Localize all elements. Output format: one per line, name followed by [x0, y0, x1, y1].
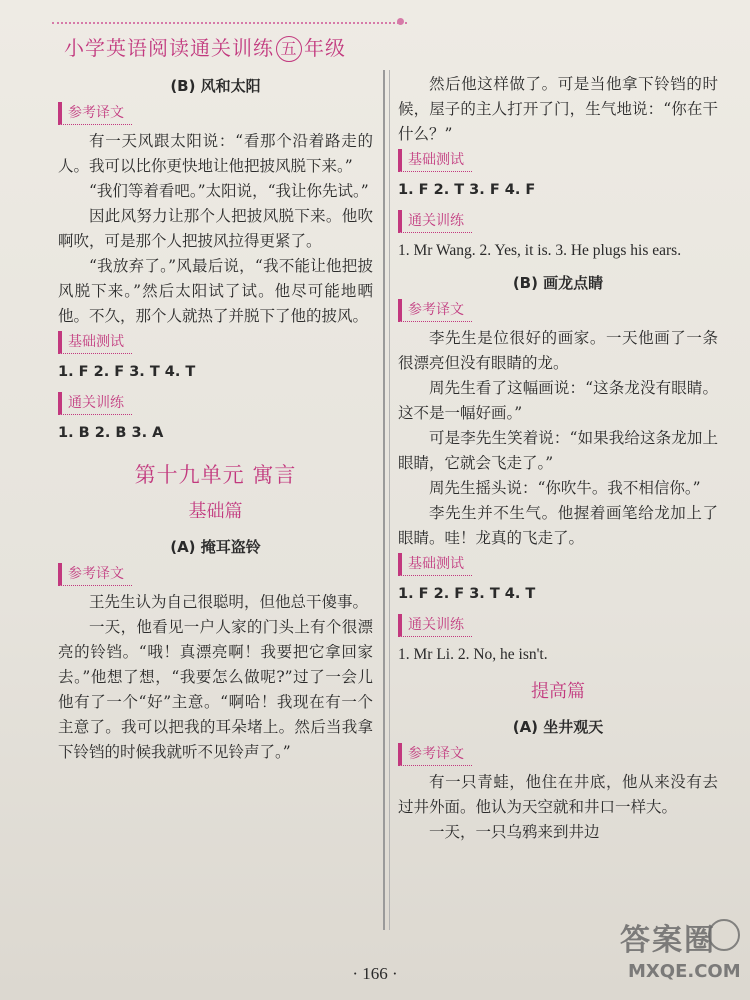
tag-translation: 参考译文 — [398, 299, 472, 322]
paragraph: 因此风努力让那个人把披风脱下来。他吹啊吹，可是那个人把披风拉得更紧了。 — [58, 207, 373, 250]
section-title-dragon: (B) 画龙点睛 — [512, 274, 604, 292]
column-divider — [383, 70, 385, 930]
paragraph: 一天，他看见一户人家的门头上有个很漂亮的铃铛。“哦！真漂亮啊！我要把它拿回家去。”他想了想，“我要怎么做呢?”过了一会儿他有了一个“好”主意。“啊哈！我现在有一个主意了。我可以把我的耳朵堵上。然后当我拿下铃铛的时候我就听不见铃声了。” — [58, 618, 373, 761]
section-title-frog: (A) 坐井观天 — [512, 718, 604, 736]
header-dotted-line — [52, 22, 407, 32]
tag-translation: 参考译文 — [58, 102, 132, 125]
header-dot-icon — [397, 18, 404, 25]
tag-translation: 参考译文 — [398, 743, 472, 766]
answers-pass: 1. B 2. B 3. A — [58, 425, 164, 441]
paragraph: 李先生并不生气。他握着画笔给龙加上了眼睛。哇！龙真的飞走了。 — [398, 504, 718, 547]
tag-translation: 参考译文 — [58, 563, 132, 586]
answers-basic: 1. F 2. T 3. F 4. F — [398, 182, 536, 198]
watermark-url: MXQE.COM — [628, 961, 741, 982]
paragraph: 王先生认为自己很聪明，但他总干傻事。 — [89, 593, 369, 611]
column-divider-inner — [389, 70, 390, 930]
page-number: · 166 · — [352, 964, 398, 983]
grade-circle: 五 — [276, 36, 302, 62]
tag-pass-training: 通关训练 — [58, 392, 132, 415]
tag-pass-training: 通关训练 — [398, 210, 472, 233]
book-title-grade: 年级 — [304, 36, 346, 60]
right-column — [398, 72, 718, 845]
answers-pass: 1. Mr Li. 2. No, he isn't. — [398, 646, 548, 663]
page-header — [52, 22, 392, 62]
unit-title: 第十九单元 寓言 — [134, 463, 297, 487]
paragraph: 然后他这样做了。可是当他拿下铃铛的时候，屋子的主人打开了门，生气地说：“你在干什么？” — [398, 75, 718, 143]
paragraph: 周先生摇头说：“你吹牛。我不相信你。” — [429, 479, 701, 497]
watermark-logo — [620, 915, 740, 995]
paragraph: 有一天风跟太阳说：“看那个沿着路走的人。我可以比你更快地让他把披风脱下来。” — [58, 132, 373, 175]
left-column — [58, 72, 373, 765]
section-title-bell: (A) 掩耳盗铃 — [170, 538, 261, 556]
answers-pass: 1. Mr Wang. 2. Yes, it is. 3. He plugs his ears. — [398, 242, 682, 259]
unit-subtitle-advanced: 提高篇 — [531, 681, 585, 702]
watermark-text: 答案圈 — [620, 923, 716, 958]
answers-basic: 1. F 2. F 3. T 4. T — [398, 586, 536, 602]
paragraph: 一天，一只乌鸦来到井边 — [429, 823, 600, 841]
answers-basic: 1. F 2. F 3. T 4. T — [58, 364, 196, 380]
tag-pass-training: 通关训练 — [398, 614, 472, 637]
paragraph: 有一只青蛙，他住在井底，他从来没有去过井外面。他认为天空就和井口一样大。 — [398, 773, 718, 816]
tag-basic-test: 基础测试 — [398, 553, 472, 576]
paragraph: 可是李先生笑着说：“如果我给这条龙加上眼睛，它就会飞走了。” — [398, 429, 718, 472]
paragraph: “我放弃了。”风最后说，“我不能让他把披风脱下来。”然后太阳试了试。他尽可能地晒他。不久，那个人就热了并脱下了他的披风。 — [58, 257, 373, 325]
paragraph: 李先生是位很好的画家。一天他画了一条很漂亮但没有眼睛的龙。 — [398, 329, 718, 372]
tag-basic-test: 基础测试 — [58, 331, 132, 354]
paragraph: 周先生看了这幅画说：“这条龙没有眼睛。这不是一幅好画。” — [398, 379, 718, 422]
section-title-wind-sun: (B) 风和太阳 — [170, 77, 261, 95]
paragraph: “我们等着看吧。”太阳说，“我让你先试。” — [89, 182, 369, 200]
unit-subtitle-basic: 基础篇 — [188, 501, 243, 522]
watermark-circle-icon — [708, 919, 740, 951]
tag-basic-test: 基础测试 — [398, 149, 472, 172]
book-title-main: 小学英语阅读通关训练 — [64, 36, 274, 60]
book-title — [64, 32, 346, 62]
